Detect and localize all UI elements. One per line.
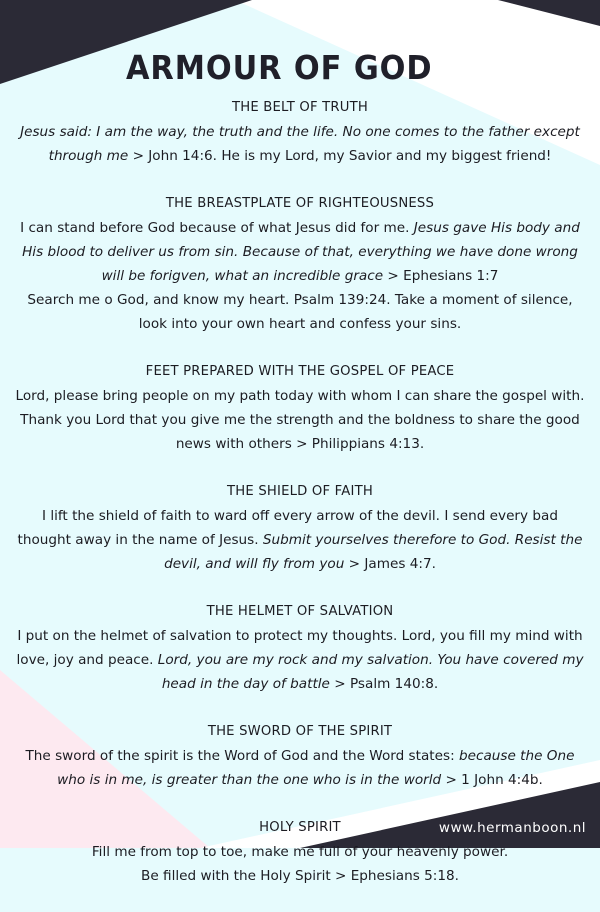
text-run: I put on the helmet of salvation to protect my thoughts. Lord, you fill my mind with love, joy and peace. — [16, 628, 583, 668]
text-run: Search me o God, and know my heart. Psalm 139:24. Take a moment of silence, look into your own heart and confess your sins. — [27, 292, 573, 332]
section-belt-of-truth — [14, 96, 586, 168]
section-body — [14, 504, 586, 576]
text-run: Lord, please bring people on my path today with whom I can share the gospel with. Thank you Lord that you give me the strength and the boldness to share the good news with others > Philippians 4:13. — [15, 388, 585, 452]
text-run: I can stand before God because of what Jesus did for me. — [20, 220, 414, 236]
section-body — [14, 120, 586, 168]
section-feet-gospel — [14, 360, 586, 456]
section-heading: FEET PREPARED WITH THE GOSPEL OF PEACE — [145, 364, 455, 379]
website-link[interactable]: www.hermanboon.nl — [438, 820, 586, 836]
text-run: > 1 John 4:4b. — [441, 772, 543, 788]
section-body — [14, 624, 586, 696]
text-run: Jesus gave His body and His blood to deliver us from sin. Because of that, everything we have done wrong will be forigven, what an incredible grace — [22, 220, 580, 284]
text-run: > James 4:7. — [344, 556, 436, 572]
content — [14, 96, 586, 912]
text-run: because the One who is in me, is greater than the one who is in the world — [57, 748, 575, 788]
text-run: The sword of the spirit is the Word of God and the Word states: — [25, 748, 459, 764]
section-shield-of-faith — [14, 480, 586, 576]
section-body — [14, 288, 586, 336]
text-run: > Psalm 140:8. — [329, 676, 439, 692]
text-run: > Ephesians 1:7 — [383, 268, 499, 284]
text-run: I lift the shield of faith to ward off every arrow of the devil. I send every bad thought away in the name of Jesus. — [17, 508, 558, 548]
section-breastplate — [14, 192, 586, 336]
section-heading: HOLY SPIRIT — [259, 820, 341, 835]
section-body — [14, 216, 586, 288]
text-run: Fill me from top to toe, make me full of your heavenly power. — [91, 844, 509, 860]
text-run: Submit yourselves therefore to God. Resist the devil, and will fly from you — [164, 532, 583, 572]
section-heading: THE HELMET OF SALVATION — [206, 604, 394, 619]
section-heading: THE SHIELD OF FAITH — [227, 484, 373, 499]
page-title: ARMOUR OF GOD — [126, 48, 433, 87]
section-heading: THE BREASTPLATE OF RIGHTEOUSNESS — [165, 196, 435, 211]
section-heading: THE SWORD OF THE SPIRIT — [207, 724, 393, 739]
text-run: Jesus said: I am the way, the truth and the life. No one comes to the father except through me — [20, 124, 580, 164]
section-body — [14, 840, 586, 864]
text-run: Lord, you are my rock and my salvation. You have covered my head in the day of battle — [157, 652, 584, 692]
section-body — [14, 384, 586, 456]
section-body — [14, 744, 586, 792]
section-helmet-of-salvation — [14, 600, 586, 696]
text-run: > John 14:6. He is my Lord, my Savior and my biggest friend! — [128, 148, 552, 164]
section-sword-of-spirit — [14, 720, 586, 792]
section-body — [14, 864, 586, 888]
text-run: Be filled with the Holy Spirit > Ephesians 5:18. — [141, 868, 459, 884]
section-heading: THE BELT OF TRUTH — [231, 100, 369, 115]
